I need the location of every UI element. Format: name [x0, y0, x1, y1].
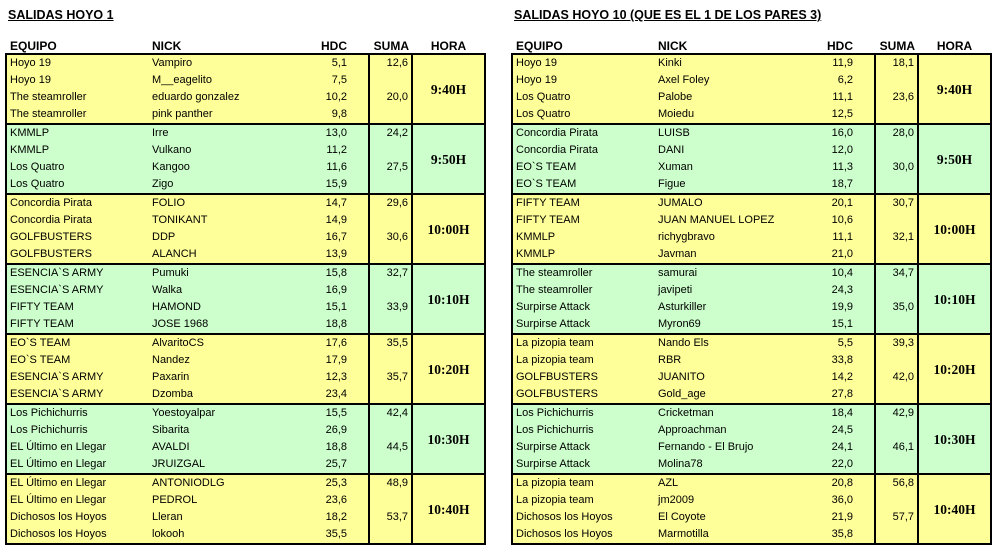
hora-cell: 9:40H — [936, 81, 973, 97]
equipo-cell: Surpirse Attack — [516, 301, 590, 313]
suma-cell: 57,7 — [874, 509, 919, 543]
hora-cell: 10:20H — [933, 361, 976, 377]
equipo-cell: EL Último en Llegar — [10, 494, 107, 506]
nick-cell: Gold_age — [658, 388, 706, 400]
equipo-cell: Concordia Pirata — [516, 144, 598, 156]
hora-cell: 10:00H — [933, 221, 976, 237]
hdc-cell: 15,1 — [325, 301, 347, 313]
hdc-cell: 18,4 — [831, 407, 853, 419]
hdc-cell: 9,8 — [331, 108, 347, 120]
nick-cell: Pumuki — [152, 267, 189, 279]
tee-group-2 — [5, 123, 486, 193]
salidas-hoyo-1-table — [5, 8, 486, 545]
nick-cell: Irre — [152, 127, 169, 139]
tee-group-5 — [511, 333, 992, 403]
equipo-cell: EO`S TEAM — [516, 178, 577, 190]
nick-cell: M__eagelito — [152, 74, 212, 86]
hdc-cell: 11,3 — [832, 161, 853, 173]
suma-cell: 27,5 — [368, 159, 413, 193]
equipo-cell: KMMLP — [516, 248, 556, 260]
hdc-cell: 5,1 — [331, 57, 347, 69]
hdc-cell: 14,2 — [831, 371, 853, 383]
column-header-hdc: HDC — [321, 39, 347, 53]
hdc-cell: 18,7 — [831, 178, 853, 190]
nick-cell: ALANCH — [152, 248, 197, 260]
column-header-equipo: EQUIPO — [516, 39, 563, 53]
hdc-cell: 16,7 — [325, 231, 347, 243]
hdc-cell: 15,9 — [325, 178, 347, 190]
hora-cell: 9:50H — [936, 151, 973, 167]
equipo-cell: ESENCIA`S ARMY — [10, 388, 104, 400]
nick-cell: AVALDI — [152, 441, 190, 453]
equipo-cell: The steamroller — [10, 91, 87, 103]
nick-cell: JUANITO — [658, 371, 705, 383]
hora-cell: 10:10H — [427, 291, 470, 307]
equipo-cell: Los Quatro — [516, 91, 571, 103]
nick-cell: LUISB — [658, 127, 690, 139]
hdc-cell: 18,8 — [325, 441, 347, 453]
nick-cell: AZL — [658, 477, 679, 489]
equipo-cell: La pizopia team — [516, 354, 594, 366]
suma-cell: 12,6 — [368, 55, 413, 89]
suma-cell: 44,5 — [368, 439, 413, 473]
hora-cell: 9:40H — [430, 81, 467, 97]
suma-cell: 30,7 — [874, 195, 919, 229]
nick-cell: Lleran — [152, 511, 183, 523]
hora-cell: 10:00H — [427, 221, 470, 237]
suma-cell: 33,9 — [368, 299, 413, 333]
suma-cell: 23,6 — [874, 89, 919, 123]
equipo-cell: Concordia Pirata — [10, 214, 92, 226]
equipo-cell: Dichosos los Hoyos — [516, 528, 613, 540]
equipo-cell: The steamroller — [516, 267, 593, 279]
suma-cell: 20,0 — [368, 89, 413, 123]
equipo-cell: KMMLP — [10, 144, 50, 156]
nick-cell: richygbravo — [658, 231, 715, 243]
nick-cell: eduardo gonzalez — [152, 91, 240, 103]
nick-cell: Nando Els — [658, 337, 709, 349]
equipo-cell: Concordia Pirata — [10, 197, 92, 209]
equipo-cell: Surpirse Attack — [516, 441, 590, 453]
equipo-cell: FIFTY TEAM — [10, 318, 74, 330]
hdc-cell: 10,2 — [325, 91, 347, 103]
hdc-cell: 13,9 — [325, 248, 347, 260]
equipo-cell: EO`S TEAM — [516, 161, 577, 173]
hdc-cell: 23,6 — [325, 494, 347, 506]
equipo-cell: Dichosos los Hoyos — [10, 528, 107, 540]
nick-cell: Kangoo — [152, 161, 190, 173]
hdc-cell: 11,1 — [832, 91, 853, 103]
hdc-cell: 11,1 — [832, 231, 853, 243]
hdc-cell: 24,3 — [831, 284, 853, 296]
suma-cell: 39,3 — [874, 335, 919, 369]
equipo-cell: Hoyo 19 — [10, 74, 51, 86]
hdc-cell: 33,8 — [831, 354, 853, 366]
nick-cell: Kinki — [658, 57, 682, 69]
hdc-cell: 14,7 — [325, 197, 347, 209]
nick-cell: Cricketman — [658, 407, 714, 419]
hdc-cell: 16,9 — [325, 284, 347, 296]
nick-cell: DDP — [152, 231, 176, 243]
equipo-cell: Dichosos los Hoyos — [10, 511, 107, 523]
hdc-cell: 22,0 — [831, 458, 853, 470]
suma-cell: 42,9 — [874, 405, 919, 439]
nick-cell: ANTONIODLG — [152, 477, 225, 489]
hora-cell: 10:40H — [933, 501, 976, 517]
hdc-cell: 17,9 — [325, 354, 347, 366]
tee-time-groups — [511, 53, 992, 545]
table-title: SALIDAS HOYO 1 — [8, 8, 114, 22]
hdc-cell: 35,8 — [831, 528, 853, 540]
equipo-cell: Los Quatro — [10, 161, 65, 173]
hora-cell: 10:20H — [427, 361, 470, 377]
equipo-cell: EO`S TEAM — [10, 354, 71, 366]
hdc-cell: 11,2 — [326, 144, 347, 156]
nick-cell: Nandez — [152, 354, 190, 366]
equipo-cell: Surpirse Attack — [516, 318, 590, 330]
nick-cell: JOSE 1968 — [152, 318, 209, 330]
nick-cell: Approachman — [658, 424, 727, 436]
equipo-cell: Dichosos los Hoyos — [516, 511, 613, 523]
hora-cell: 10:10H — [933, 291, 976, 307]
equipo-cell: FIFTY TEAM — [516, 214, 580, 226]
hdc-cell: 18,8 — [325, 318, 347, 330]
hora-cell: 10:40H — [427, 501, 470, 517]
hdc-cell: 12,5 — [831, 108, 853, 120]
equipo-cell: GOLFBUSTERS — [10, 248, 92, 260]
hdc-cell: 11,9 — [832, 57, 853, 69]
hora-cell: 9:50H — [430, 151, 467, 167]
equipo-cell: GOLFBUSTERS — [516, 388, 598, 400]
nick-cell: JUMALO — [658, 197, 703, 209]
hdc-cell: 25,7 — [325, 458, 347, 470]
column-header-row — [511, 39, 992, 53]
nick-cell: lokooh — [152, 528, 185, 540]
nick-cell: Asturkiller — [658, 301, 707, 313]
nick-cell: El Coyote — [658, 511, 706, 523]
equipo-cell: GOLFBUSTERS — [10, 231, 92, 243]
nick-cell: Moiedu — [658, 108, 695, 120]
tee-group-1 — [5, 53, 486, 123]
tee-group-7 — [511, 473, 992, 545]
suma-cell: 34,7 — [874, 265, 919, 299]
suma-cell: 42,4 — [368, 405, 413, 439]
tee-group-5 — [5, 333, 486, 403]
suma-cell: 48,9 — [368, 475, 413, 509]
hdc-cell: 18,2 — [325, 511, 347, 523]
suma-cell: 28,0 — [874, 125, 919, 159]
tee-group-6 — [5, 403, 486, 473]
hdc-cell: 15,8 — [325, 267, 347, 279]
hdc-cell: 12,0 — [831, 144, 853, 156]
suma-cell: 30,6 — [368, 229, 413, 263]
salidas-hoyo-10-table — [511, 8, 992, 545]
nick-cell: Javman — [658, 248, 697, 260]
equipo-cell: FIFTY TEAM — [10, 301, 74, 313]
equipo-cell: EL Último en Llegar — [10, 458, 107, 470]
equipo-cell: ESENCIA`S ARMY — [10, 371, 104, 383]
suma-cell: 18,1 — [874, 55, 919, 89]
nick-cell: Paxarin — [152, 371, 190, 383]
hdc-cell: 5,5 — [837, 337, 853, 349]
nick-cell: Zigo — [152, 178, 174, 190]
suma-cell: 42,0 — [874, 369, 919, 403]
equipo-cell: Hoyo 19 — [10, 57, 51, 69]
hdc-cell: 21,9 — [831, 511, 853, 523]
suma-cell: 46,1 — [874, 439, 919, 473]
nick-cell: Sibarita — [152, 424, 190, 436]
nick-cell: javipeti — [658, 284, 693, 296]
hdc-cell: 20,8 — [831, 477, 853, 489]
nick-cell: JUAN MANUEL LOPEZ — [658, 214, 775, 226]
hdc-cell: 21,0 — [831, 248, 853, 260]
hdc-cell: 20,1 — [831, 197, 853, 209]
nick-cell: Myron69 — [658, 318, 701, 330]
tee-group-2 — [511, 123, 992, 193]
nick-cell: DANI — [658, 144, 685, 156]
equipo-cell: KMMLP — [10, 127, 50, 139]
hdc-cell: 15,1 — [831, 318, 853, 330]
equipo-cell: ESENCIA`S ARMY — [10, 267, 104, 279]
tee-group-7 — [5, 473, 486, 545]
nick-cell: Vulkano — [152, 144, 192, 156]
nick-cell: Marmotilla — [658, 528, 709, 540]
nick-cell: Fernando - El Brujo — [658, 441, 754, 453]
nick-cell: HAMOND — [152, 301, 201, 313]
suma-cell: 56,8 — [874, 475, 919, 509]
nick-cell: jm2009 — [658, 494, 695, 506]
tee-group-6 — [511, 403, 992, 473]
suma-cell: 35,0 — [874, 299, 919, 333]
hdc-cell: 17,6 — [325, 337, 347, 349]
hdc-cell: 23,4 — [325, 388, 347, 400]
nick-cell: Dzomba — [152, 388, 193, 400]
hdc-cell: 13,0 — [325, 127, 347, 139]
column-header-nick: NICK — [152, 39, 182, 53]
nick-cell: AlvaritoCS — [152, 337, 204, 349]
tee-time-groups — [5, 53, 486, 545]
hdc-cell: 25,3 — [325, 477, 347, 489]
column-header-hora: HORA — [430, 39, 467, 53]
suma-cell: 24,2 — [368, 125, 413, 159]
tee-group-4 — [5, 263, 486, 333]
equipo-cell: Surpirse Attack — [516, 458, 590, 470]
nick-cell: JRUIZGAL — [152, 458, 206, 470]
hdc-cell: 11,6 — [326, 161, 347, 173]
equipo-cell: Los Pichichurris — [10, 424, 88, 436]
table-title: SALIDAS HOYO 10 (QUE ES EL 1 DE LOS PARES 3) — [514, 8, 822, 22]
tee-group-3 — [5, 193, 486, 263]
hdc-cell: 35,5 — [325, 528, 347, 540]
equipo-cell: Los Pichichurris — [516, 407, 594, 419]
nick-cell: FOLIO — [152, 197, 186, 209]
hora-cell: 10:30H — [933, 431, 976, 447]
tee-group-4 — [511, 263, 992, 333]
equipo-cell: ESENCIA`S ARMY — [10, 284, 104, 296]
equipo-cell: KMMLP — [516, 231, 556, 243]
nick-cell: RBR — [658, 354, 682, 366]
equipo-cell: Concordia Pirata — [516, 127, 598, 139]
equipo-cell: The steamroller — [10, 108, 87, 120]
suma-cell: 35,5 — [368, 335, 413, 369]
equipo-cell: Los Pichichurris — [10, 407, 88, 419]
hdc-cell: 10,6 — [831, 214, 853, 226]
hdc-cell: 16,0 — [831, 127, 853, 139]
equipo-cell: GOLFBUSTERS — [516, 371, 598, 383]
equipo-cell: Los Quatro — [516, 108, 571, 120]
nick-cell: TONIKANT — [152, 214, 208, 226]
column-header-hdc: HDC — [827, 39, 853, 53]
column-header-row — [5, 39, 486, 53]
hdc-cell: 36,0 — [831, 494, 853, 506]
hdc-cell: 6,2 — [837, 74, 853, 86]
tee-group-1 — [511, 53, 992, 123]
equipo-cell: La pizopia team — [516, 477, 594, 489]
suma-cell: 32,1 — [874, 229, 919, 263]
nick-cell: Xuman — [658, 161, 693, 173]
hdc-cell: 15,5 — [325, 407, 347, 419]
nick-cell: Vampiro — [152, 57, 193, 69]
nick-cell: pink panther — [152, 108, 213, 120]
column-header-suma: SUMA — [373, 39, 409, 53]
equipo-cell: EL Último en Llegar — [10, 441, 107, 453]
hdc-cell: 24,1 — [831, 441, 853, 453]
suma-cell: 53,7 — [368, 509, 413, 543]
equipo-cell: Hoyo 19 — [516, 74, 557, 86]
equipo-cell: Los Quatro — [10, 178, 65, 190]
suma-cell: 35,7 — [368, 369, 413, 403]
equipo-cell: EL Último en Llegar — [10, 477, 107, 489]
equipo-cell: Hoyo 19 — [516, 57, 557, 69]
equipo-cell: La pizopia team — [516, 337, 594, 349]
suma-cell: 30,0 — [874, 159, 919, 193]
nick-cell: Yoestoyalpar — [152, 407, 216, 419]
equipo-cell: La pizopia team — [516, 494, 594, 506]
column-header-suma: SUMA — [879, 39, 915, 53]
equipo-cell: FIFTY TEAM — [516, 197, 580, 209]
hdc-cell: 10,4 — [831, 267, 853, 279]
tee-group-3 — [511, 193, 992, 263]
hora-cell: 10:30H — [427, 431, 470, 447]
hdc-cell: 12,3 — [325, 371, 347, 383]
hdc-cell: 7,5 — [331, 74, 347, 86]
equipo-cell: Los Pichichurris — [516, 424, 594, 436]
nick-cell: samurai — [658, 267, 698, 279]
equipo-cell: EO`S TEAM — [10, 337, 71, 349]
hdc-cell: 19,9 — [831, 301, 853, 313]
column-header-nick: NICK — [658, 39, 688, 53]
hdc-cell: 26,9 — [325, 424, 347, 436]
suma-cell: 29,6 — [368, 195, 413, 229]
hdc-cell: 14,9 — [325, 214, 347, 226]
column-header-equipo: EQUIPO — [10, 39, 57, 53]
hdc-cell: 24,5 — [831, 424, 853, 436]
nick-cell: Molina78 — [658, 458, 703, 470]
hdc-cell: 27,8 — [831, 388, 853, 400]
equipo-cell: The steamroller — [516, 284, 593, 296]
suma-cell: 32,7 — [368, 265, 413, 299]
nick-cell: Figue — [658, 178, 686, 190]
nick-cell: Axel Foley — [658, 74, 710, 86]
nick-cell: Walka — [152, 284, 183, 296]
column-header-hora: HORA — [936, 39, 973, 53]
nick-cell: PEDROL — [152, 494, 198, 506]
nick-cell: Palobe — [658, 91, 693, 103]
